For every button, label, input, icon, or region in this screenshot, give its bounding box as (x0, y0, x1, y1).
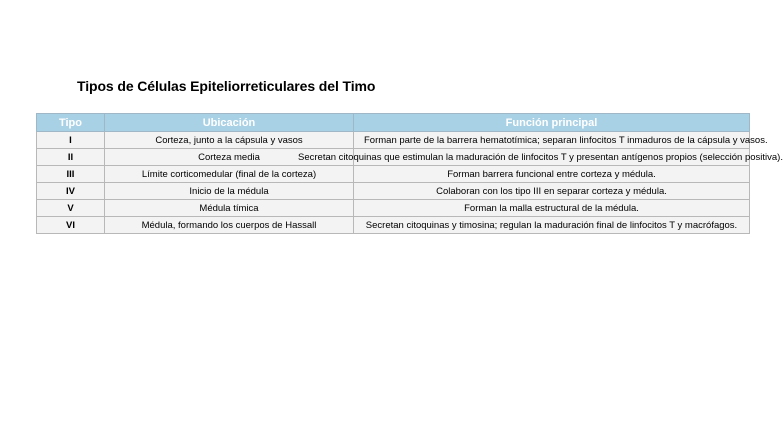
cell-ubicacion: Inicio de la médula (105, 183, 354, 200)
cell-types-table (36, 113, 783, 234)
header-ubicacion: Ubicación (105, 114, 354, 132)
cell-tipo: I (37, 132, 105, 149)
cell-funcion (298, 149, 783, 166)
cell-tipo: II (37, 149, 105, 166)
cell-ubicacion: Médula tímica (105, 200, 354, 217)
cell-funcion-text: Forman parte de la barrera hematotímica; separan linfocitos T inmaduros de la cápsula y vasos. (364, 134, 768, 146)
table-row (37, 217, 750, 234)
cell-ubicacion: Médula, formando los cuerpos de Hassall (105, 217, 354, 234)
cell-funcion (354, 132, 768, 149)
cell-funcion: Colaboran con los tipo III en separar corteza y médula. (354, 183, 750, 200)
cell-ubicacion: Límite corticomedular (final de la corteza) (105, 166, 354, 183)
table-row (37, 132, 750, 149)
header-tipo: Tipo (37, 114, 105, 132)
cell-funcion: Forman la malla estructural de la médula. (354, 200, 750, 217)
cell-funcion: Secretan citoquinas y timosina; regulan la maduración final de linfocitos T y macrófagos. (354, 217, 750, 234)
cell-tipo: III (37, 166, 105, 183)
page-title: Tipos de Células Epiteliorreticulares del Timo (77, 78, 376, 94)
table-row (37, 183, 750, 200)
cell-tipo: IV (37, 183, 105, 200)
cell-funcion: Forman barrera funcional entre corteza y médula. (354, 166, 750, 183)
table-row (37, 200, 750, 217)
cell-ubicacion: Corteza, junto a la cápsula y vasos (105, 132, 354, 149)
table-row (37, 149, 750, 166)
header-funcion: Función principal (354, 114, 750, 132)
cell-tipo: VI (37, 217, 105, 234)
cell-funcion-text: Secretan citoquinas que estimulan la maduración de linfocitos T y presentan antígenos propios (selección positiva). (298, 151, 783, 163)
table-header-row (37, 114, 750, 132)
table-row (37, 166, 750, 183)
cell-tipo: V (37, 200, 105, 217)
cell-ubicacion: Corteza media (105, 149, 354, 166)
